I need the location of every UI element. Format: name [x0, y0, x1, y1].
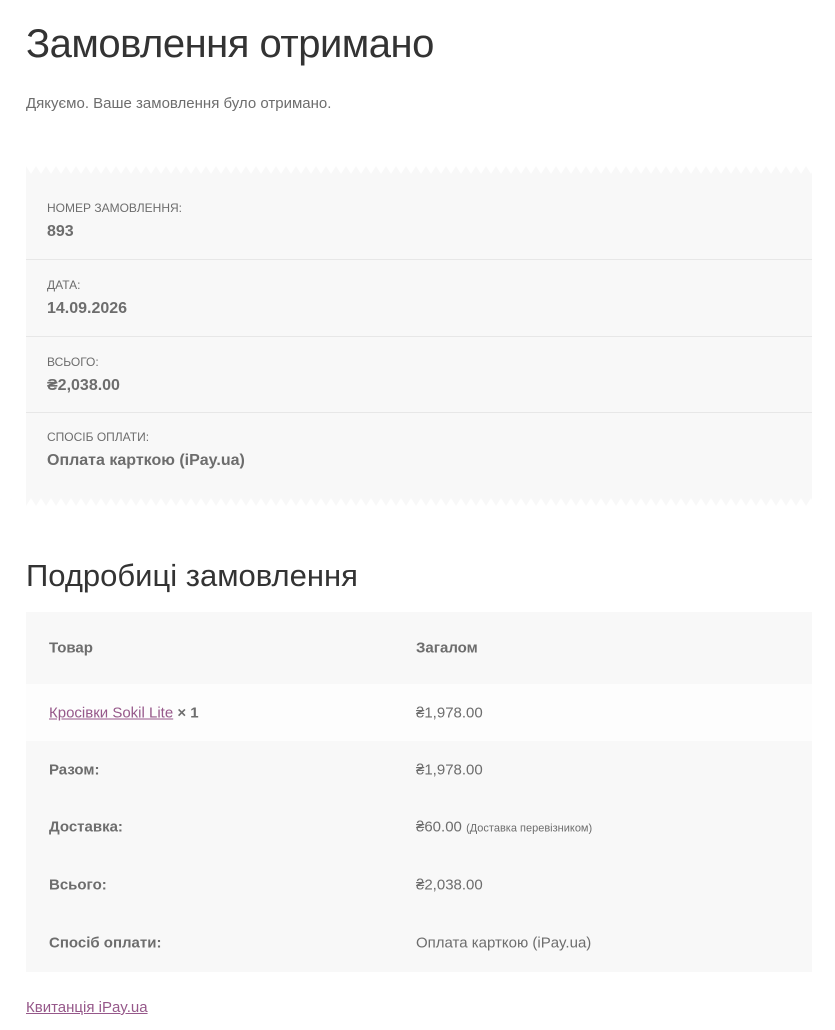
- product-total: ₴1,978.00: [416, 704, 483, 721]
- overview-total-value: ₴2,038.00: [47, 377, 120, 394]
- totals-row-subtotal: [26, 741, 812, 798]
- overview-order-number: [26, 184, 812, 260]
- overview-date-value: 14.09.2026: [47, 300, 128, 317]
- table-header-row: [26, 612, 812, 684]
- payment-method-value: Оплата карткою (iPay.ua): [416, 934, 592, 952]
- thank-you-message: Дякуємо. Ваше замовлення було отримано.: [26, 95, 332, 112]
- shipping-cell: [416, 819, 592, 836]
- product-link[interactable]: Кросівки Sokil Lite: [49, 704, 174, 721]
- overview-total: [26, 337, 812, 413]
- subtotal-label: Разом:: [49, 761, 100, 778]
- shipping-label: Доставка:: [49, 818, 123, 836]
- overview-total-label: ВСЬОГО:: [47, 355, 99, 369]
- zigzag-bottom-edge: [26, 496, 812, 506]
- overview-date: [26, 260, 812, 337]
- order-details-title: Подробиці замовлення: [26, 558, 358, 593]
- overview-payment-method-label: СПОСІБ ОПЛАТИ:: [47, 430, 150, 444]
- overview-order-number-value: 893: [47, 223, 74, 240]
- ipay-receipt-link[interactable]: Квитанція iPay.ua: [26, 999, 148, 1016]
- overview-payment-method: [26, 413, 812, 489]
- shipping-value: ₴60.00: [416, 818, 462, 836]
- order-overview: [26, 166, 812, 506]
- payment-method-label: Спосіб оплати:: [49, 934, 162, 952]
- overview-order-number-label: НОМЕР ЗАМОВЛЕННЯ:: [47, 201, 182, 215]
- product-cell: [49, 704, 199, 721]
- totals-row-total: [26, 856, 812, 914]
- page-title: Замовлення отримано: [26, 22, 434, 66]
- column-header-total: Загалом: [416, 639, 478, 657]
- overview-date-label: ДАТА:: [47, 278, 81, 292]
- column-header-product: Товар: [49, 639, 93, 657]
- subtotal-value: ₴1,978.00: [416, 761, 483, 778]
- table-row: [26, 684, 812, 741]
- zigzag-top-edge: [26, 166, 812, 176]
- total-label: Всього:: [49, 876, 107, 894]
- total-value: ₴2,038.00: [416, 876, 483, 894]
- totals-row-payment-method: [26, 914, 812, 972]
- totals-row-shipping: [26, 798, 812, 856]
- overview-payment-method-value: Оплата карткою (iPay.ua): [47, 452, 245, 469]
- shipping-method-note: (Доставка перевізником): [466, 822, 593, 835]
- product-quantity: × 1: [177, 704, 199, 721]
